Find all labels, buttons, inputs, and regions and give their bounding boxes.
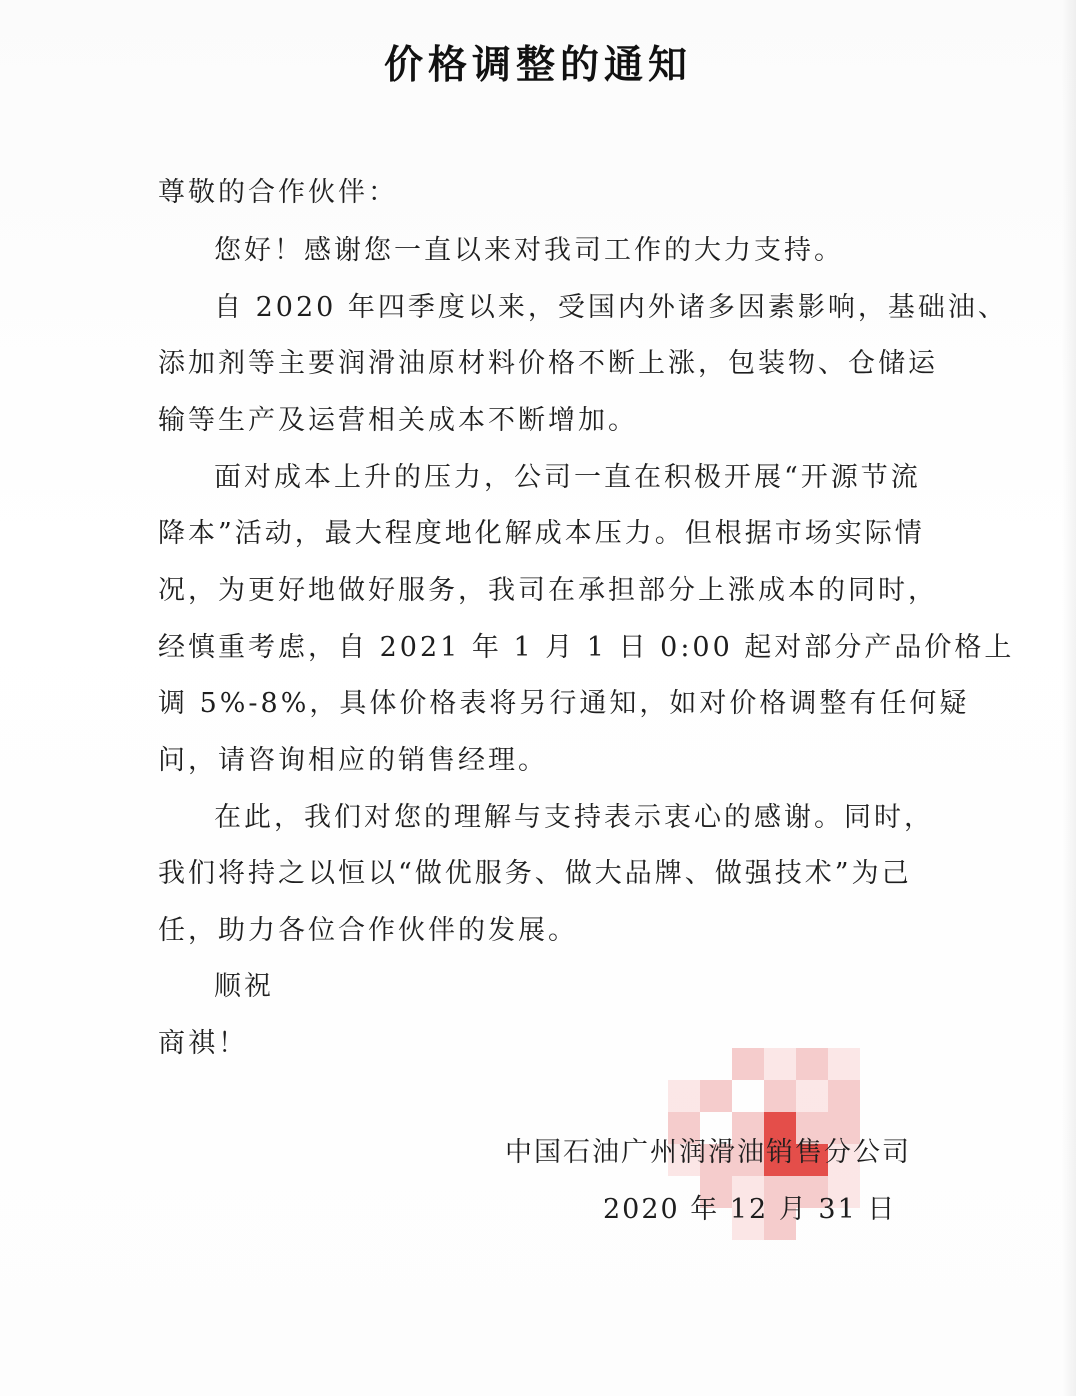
signature-company: 中国石油广州润滑油销售分公司: [505, 1137, 911, 1168]
paragraph-3-line: 调 5%-8%，具体价格表将另行通知，如对价格调整有任何疑: [158, 688, 970, 719]
closing-blessing: 商祺！: [158, 1028, 248, 1059]
paragraph-1-line: 您好！感谢您一直以来对我司工作的大力支持。: [214, 235, 844, 266]
paragraph-2-line: 自 2020 年四季度以来，受国内外诸多因素影响，基础油、: [214, 292, 1008, 323]
seal-mosaic-cell: [828, 1048, 860, 1080]
paragraph-2-line: 输等生产及运营相关成本不断增加。: [158, 405, 638, 436]
seal-mosaic-cell: [796, 1080, 828, 1112]
document-title: 价格调整的通知: [383, 43, 692, 88]
paragraph-3-line: 况，为更好地做好服务，我司在承担部分上涨成本的同时，: [158, 575, 938, 606]
seal-mosaic-cell: [828, 1080, 860, 1112]
seal-mosaic-cell: [700, 1080, 732, 1112]
seal-mosaic-cell: [796, 1048, 828, 1080]
seal-mosaic-cell: [764, 1080, 796, 1112]
seal-mosaic-cell: [732, 1080, 764, 1112]
paragraph-4-line: 任，助力各位合作伙伴的发展。: [158, 915, 578, 946]
seal-mosaic-cell: [668, 1048, 700, 1080]
signature-date: 2020 年 12 月 31 日: [603, 1194, 897, 1225]
seal-mosaic-cell: [732, 1048, 764, 1080]
page-edge-shadow: [1062, 0, 1076, 1396]
paragraph-3-line: 问，请咨询相应的销售经理。: [158, 745, 548, 776]
paragraph-3-line: 面对成本上升的压力，公司一直在积极开展“开源节流: [214, 462, 921, 493]
paragraph-4-line: 在此，我们对您的理解与支持表示衷心的感谢。同时，: [214, 802, 934, 833]
seal-mosaic-cell: [700, 1048, 732, 1080]
paragraph-3-line: 经慎重考虑，自 2021 年 1 月 1 日 0:00 起对部分产品价格上: [158, 632, 1015, 663]
paragraph-3-line: 降本”活动，最大程度地化解成本压力。但根据市场实际情: [158, 518, 925, 549]
closing-wish: 顺祝: [214, 971, 274, 1002]
paragraph-2-line: 添加剂等主要润滑油原材料价格不断上涨，包装物、仓储运: [158, 348, 938, 379]
seal-mosaic-cell: [668, 1080, 700, 1112]
salutation: 尊敬的合作伙伴：: [158, 177, 398, 208]
seal-mosaic-cell: [764, 1048, 796, 1080]
paragraph-4-line: 我们将持之以恒以“做优服务、做大品牌、做强技术”为己: [158, 858, 912, 889]
